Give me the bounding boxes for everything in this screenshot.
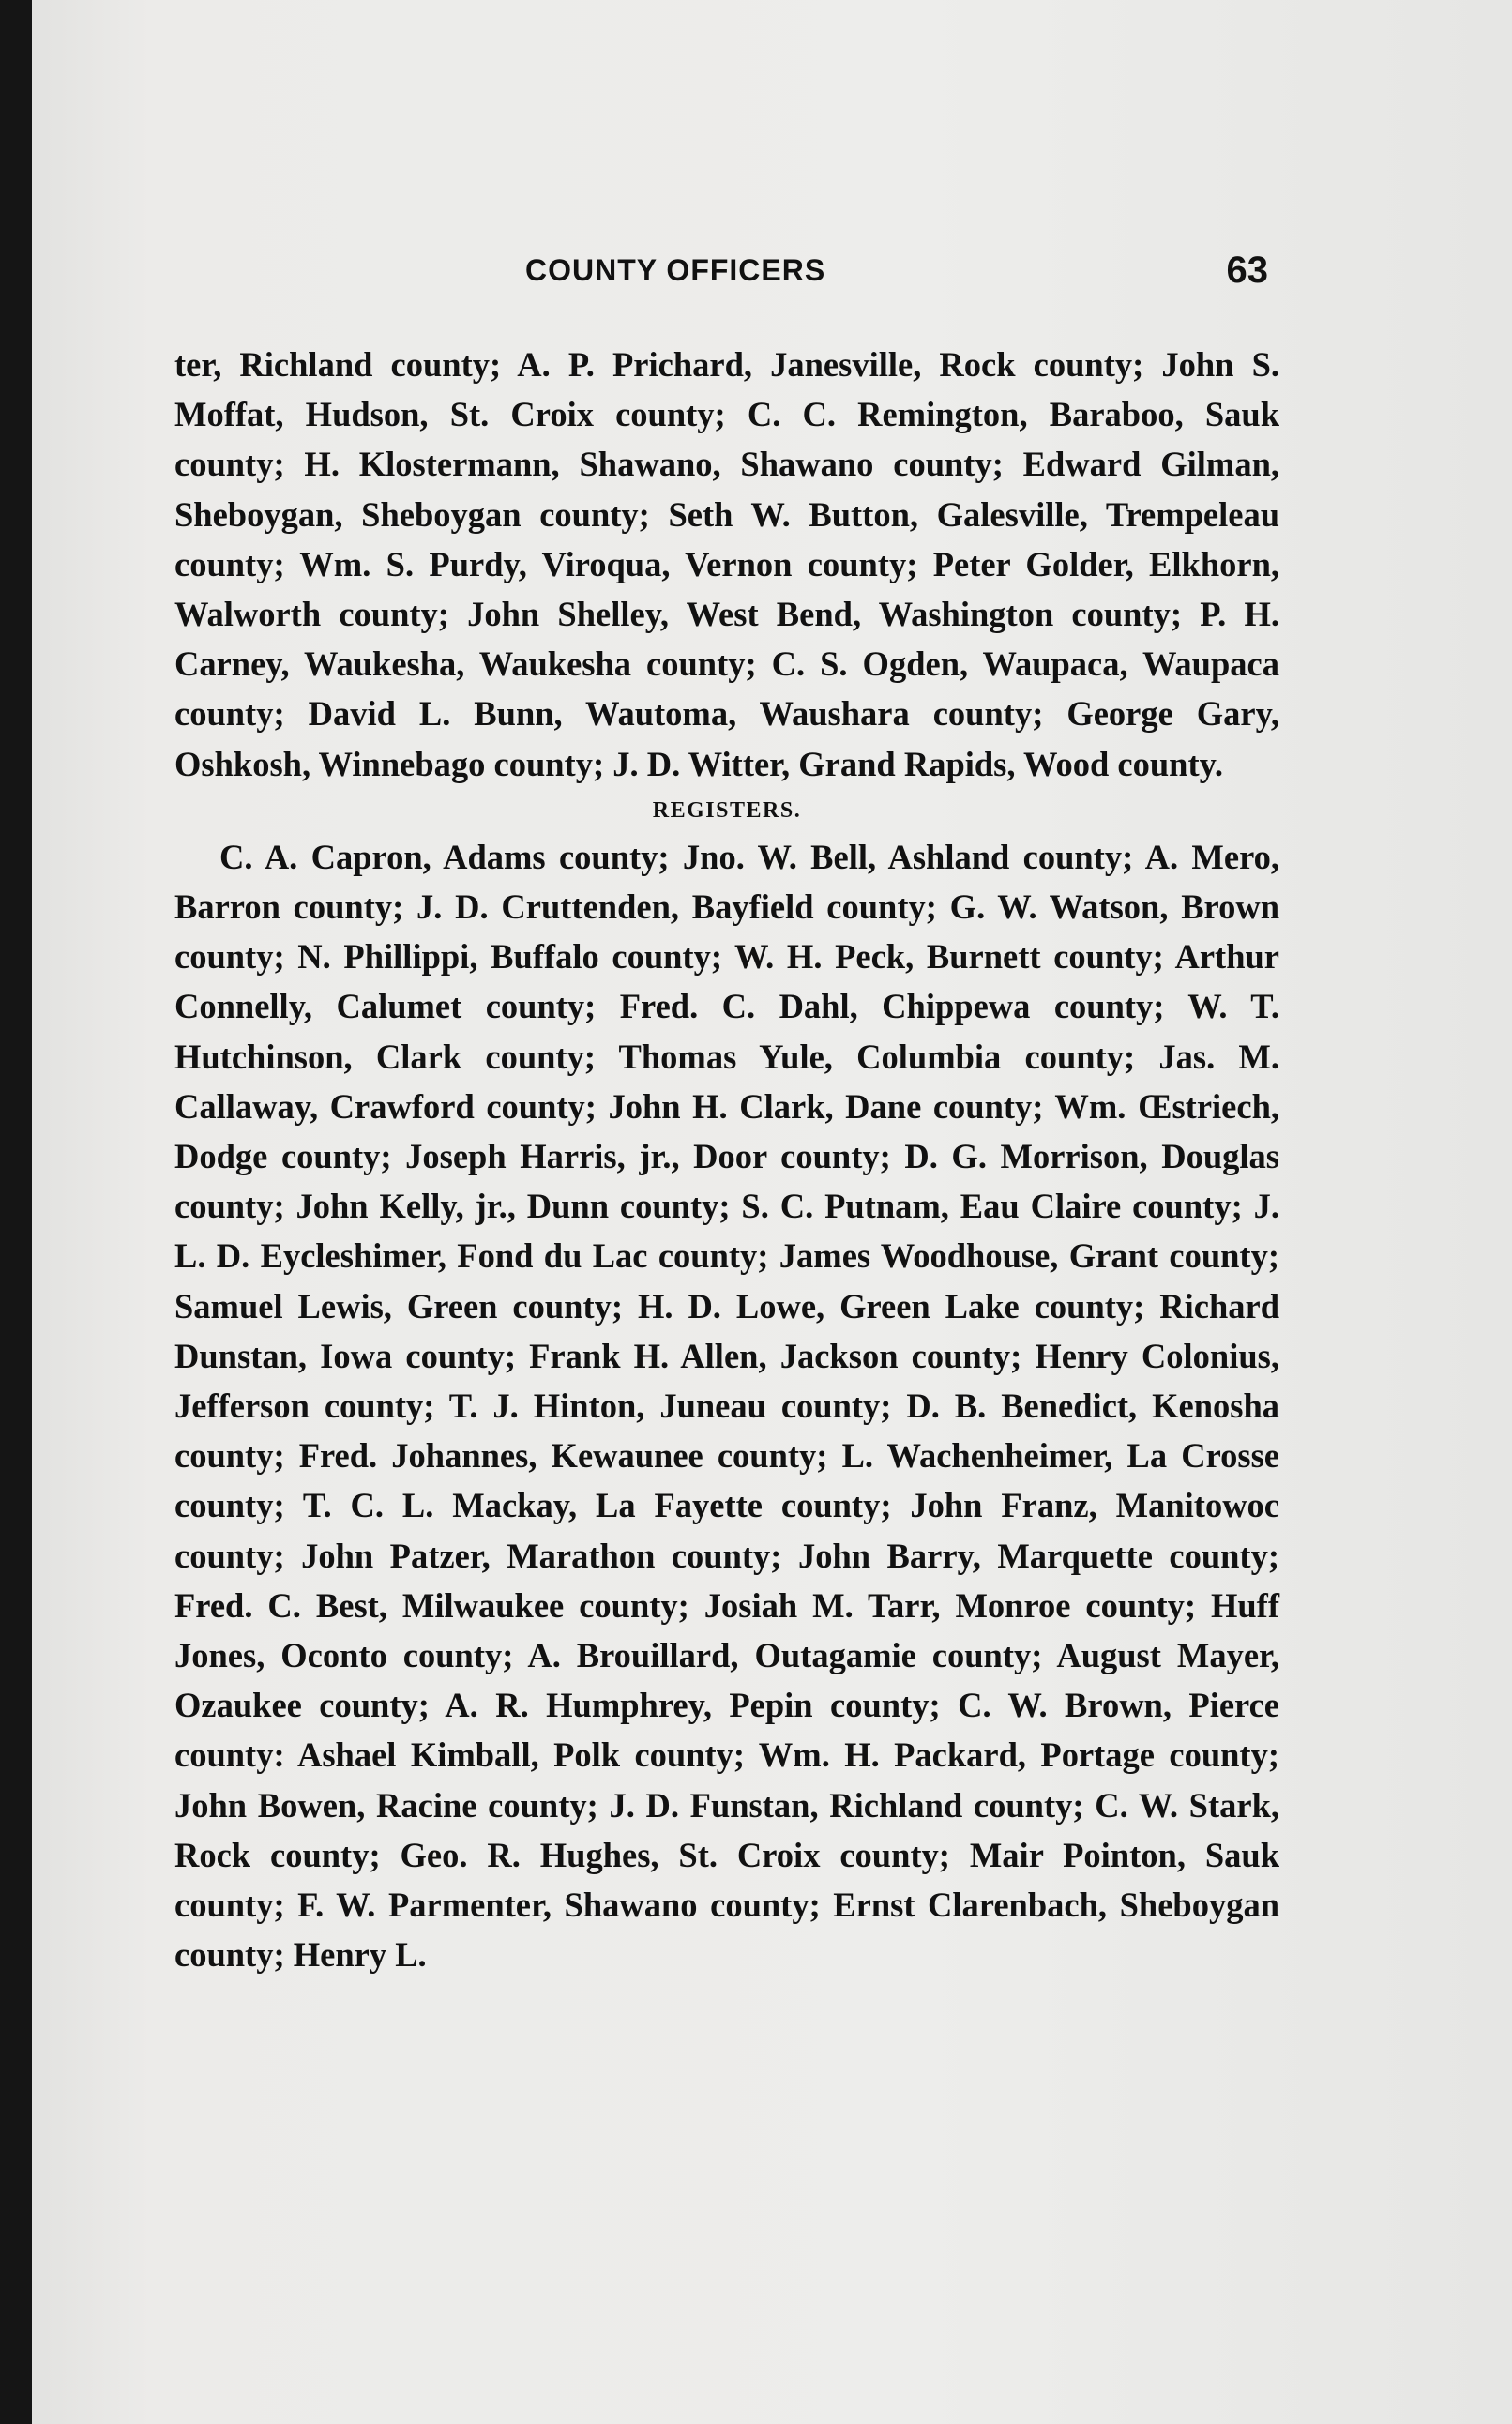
binding-edge <box>0 0 32 2424</box>
page-number: 63 <box>1226 250 1268 291</box>
running-title: COUNTY OFFICERS <box>525 253 826 287</box>
section-heading-registers: REGISTERS. <box>652 797 802 823</box>
running-head <box>178 250 1276 296</box>
text-block <box>174 340 1279 1980</box>
continued-paragraph: ter, Richland county; A. P. Prichard, Janesville, Rock county; John S. Moffat, Hudson, St. Croix county; C. C. Remington, Baraboo, Sauk county; H. Klostermann, Shawano, Shawano county; Edward Gilman, Sheboygan, Sheboygan county; Seth W. Button, Galesville, Trempeleau county; Wm. S. Purdy, Viroqua, Vernon county; Peter Golder, Elkhorn, Walworth county; John Shelley, West Bend, Washington county; P. H. Carney, Waukesha, Waukesha county; C. S. Ogden, Waupaca, Waupaca county; David L. Bunn, Wautoma, Waushara county; George Gary, Oshkosh, Winnebago county; J. D. Witter, Grand Rapids, Wood county. <box>174 345 1279 783</box>
registers-paragraph: C. A. Capron, Adams county; Jno. W. Bell, Ashland county; A. Mero, Barron county; J. D. Cruttenden, Bayfield county; G. W. Watson, Brown county; N. Phillippi, Buffalo county; W. H. Peck, Burnett county; Arthur Connelly, Calumet county; Fred. C. Dahl, Chippewa county; W. T. Hutchinson, Clark county; Thomas Yule, Columbia county; Jas. M. Callaway, Crawford county; John H. Clark, Dane county; Wm. Œstriech, Dodge county; Joseph Harris, jr., Door county; D. G. Morrison, Douglas county; John Kelly, jr., Dunn county; S. C. Putnam, Eau Claire county; J. L. D. Eycleshimer, Fond du Lac county; James Woodhouse, Grant county; Samuel Lewis, Green county; H. D. Lowe, Green Lake county; Richard Dunstan, Iowa county; Frank H. Allen, Jackson county; Henry Colonius, Jefferson county; T. J. Hinton, Juneau county; D. B. Benedict, Kenosha county; Fred. Johannes, Kewaunee county; L. Wachenheimer, La Crosse county; T. C. L. Mackay, La Fayette county; John Franz, Manitowoc county; John Patzer, Marathon county; John Barry, Marquette county; Fred. C. Best, Milwaukee county; Josiah M. Tarr, Monroe county; Huff Jones, Oconto county; A. Brouillard, Outagamie county; August Mayer, Ozaukee county; A. R. Humphrey, Pepin county; C. W. Brown, Pierce county: Ashael Kimball, Polk county; Wm. H. Packard, Portage county; John Bowen, Racine county; J. D. Funstan, Richland county; C. W. Stark, Rock county; Geo. R. Hughes, St. Croix county; Mair Pointon, Sauk county; F. W. Parmenter, Shawano county; Ernst Clarenbach, Sheboygan county; Henry L. <box>174 837 1279 1975</box>
